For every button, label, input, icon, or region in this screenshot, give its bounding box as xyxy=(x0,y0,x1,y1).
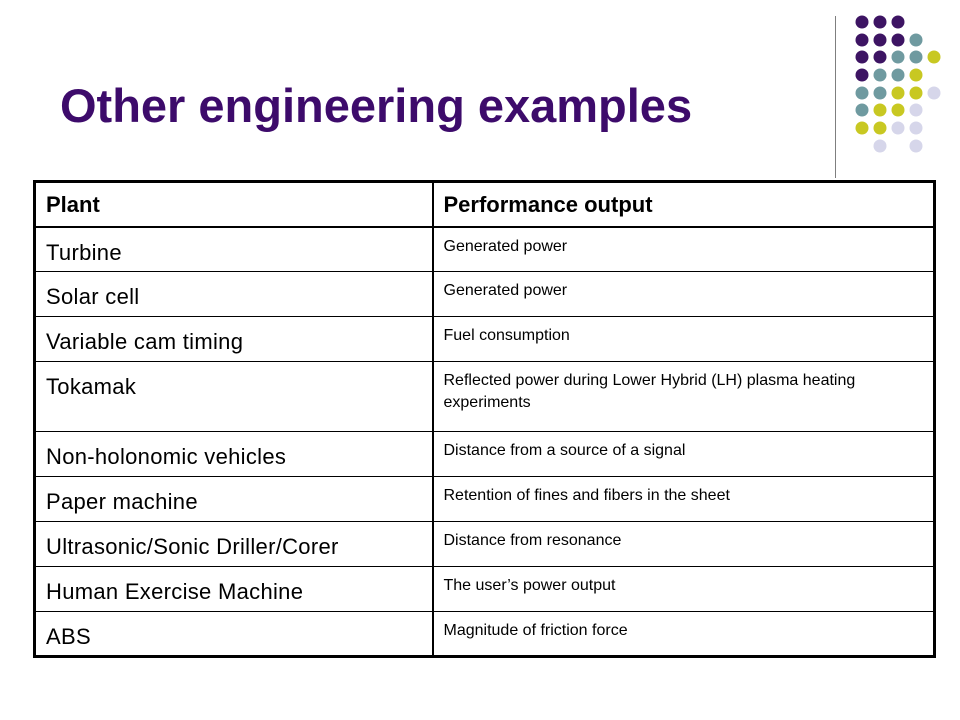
table-row xyxy=(35,522,935,567)
plant-cell: Tokamak xyxy=(35,362,433,432)
decor-dot xyxy=(928,87,941,100)
decor-dot xyxy=(892,69,905,82)
table-row xyxy=(35,567,935,612)
decor-dot xyxy=(892,122,905,135)
decor-dot xyxy=(892,104,905,117)
performance-output-cell: Generated power xyxy=(433,227,935,272)
plant-cell: Variable cam timing xyxy=(35,317,433,362)
decor-dot xyxy=(874,51,887,64)
decor-dot xyxy=(856,122,869,135)
decor-dot xyxy=(856,16,869,29)
table-row xyxy=(35,272,935,317)
column-header-plant: Plant xyxy=(35,182,433,227)
performance-output-cell: Distance from resonance xyxy=(433,522,935,567)
decor-dot xyxy=(928,51,941,64)
decor-dot xyxy=(910,34,923,47)
plant-cell: Solar cell xyxy=(35,272,433,317)
decor-dot xyxy=(874,140,887,153)
decor-dot xyxy=(892,51,905,64)
plant-cell: Paper machine xyxy=(35,477,433,522)
decor-dot xyxy=(856,87,869,100)
plant-cell: Ultrasonic/Sonic Driller/Corer xyxy=(35,522,433,567)
decor-dot xyxy=(910,69,923,82)
table-row xyxy=(35,477,935,522)
decor-dot xyxy=(856,34,869,47)
plant-cell: Human Exercise Machine xyxy=(35,567,433,612)
performance-output-cell: Fuel consumption xyxy=(433,317,935,362)
decor-dot xyxy=(910,122,923,135)
plant-cell: Non-holonomic vehicles xyxy=(35,432,433,477)
decor-dot xyxy=(892,16,905,29)
performance-output-cell: Magnitude of friction force xyxy=(433,612,935,657)
performance-output-cell: Distance from a source of a signal xyxy=(433,432,935,477)
table-row xyxy=(35,432,935,477)
decor-dot xyxy=(874,34,887,47)
table-row xyxy=(35,227,935,272)
table-row xyxy=(35,317,935,362)
table-header-row xyxy=(35,182,935,227)
performance-output-cell: The user’s power output xyxy=(433,567,935,612)
decor-dot xyxy=(910,104,923,117)
decor-dot xyxy=(856,104,869,117)
decor-dot xyxy=(892,34,905,47)
performance-output-cell: Retention of fines and fibers in the sheet xyxy=(433,477,935,522)
decor-dot xyxy=(856,69,869,82)
decor-dot xyxy=(874,69,887,82)
column-header-performance-output: Performance output xyxy=(433,182,935,227)
decor-dot xyxy=(910,51,923,64)
decor-dot xyxy=(910,87,923,100)
plant-cell: Turbine xyxy=(35,227,433,272)
decor-dot xyxy=(910,140,923,153)
decor-dot xyxy=(874,87,887,100)
title-divider-line xyxy=(835,16,836,178)
decor-dot xyxy=(892,87,905,100)
table-row xyxy=(35,362,935,432)
performance-output-cell: Reflected power during Lower Hybrid (LH) plasma heating experiments xyxy=(433,362,935,432)
examples-table xyxy=(33,180,936,658)
plant-cell: ABS xyxy=(35,612,433,657)
decor-dot xyxy=(874,16,887,29)
decor-dot xyxy=(856,51,869,64)
performance-output-cell: Generated power xyxy=(433,272,935,317)
table-row xyxy=(35,612,935,657)
decor-dot xyxy=(874,122,887,135)
examples-table-container xyxy=(33,180,936,658)
decor-dot xyxy=(874,104,887,117)
slide-title: Other engineering examples xyxy=(60,79,693,132)
